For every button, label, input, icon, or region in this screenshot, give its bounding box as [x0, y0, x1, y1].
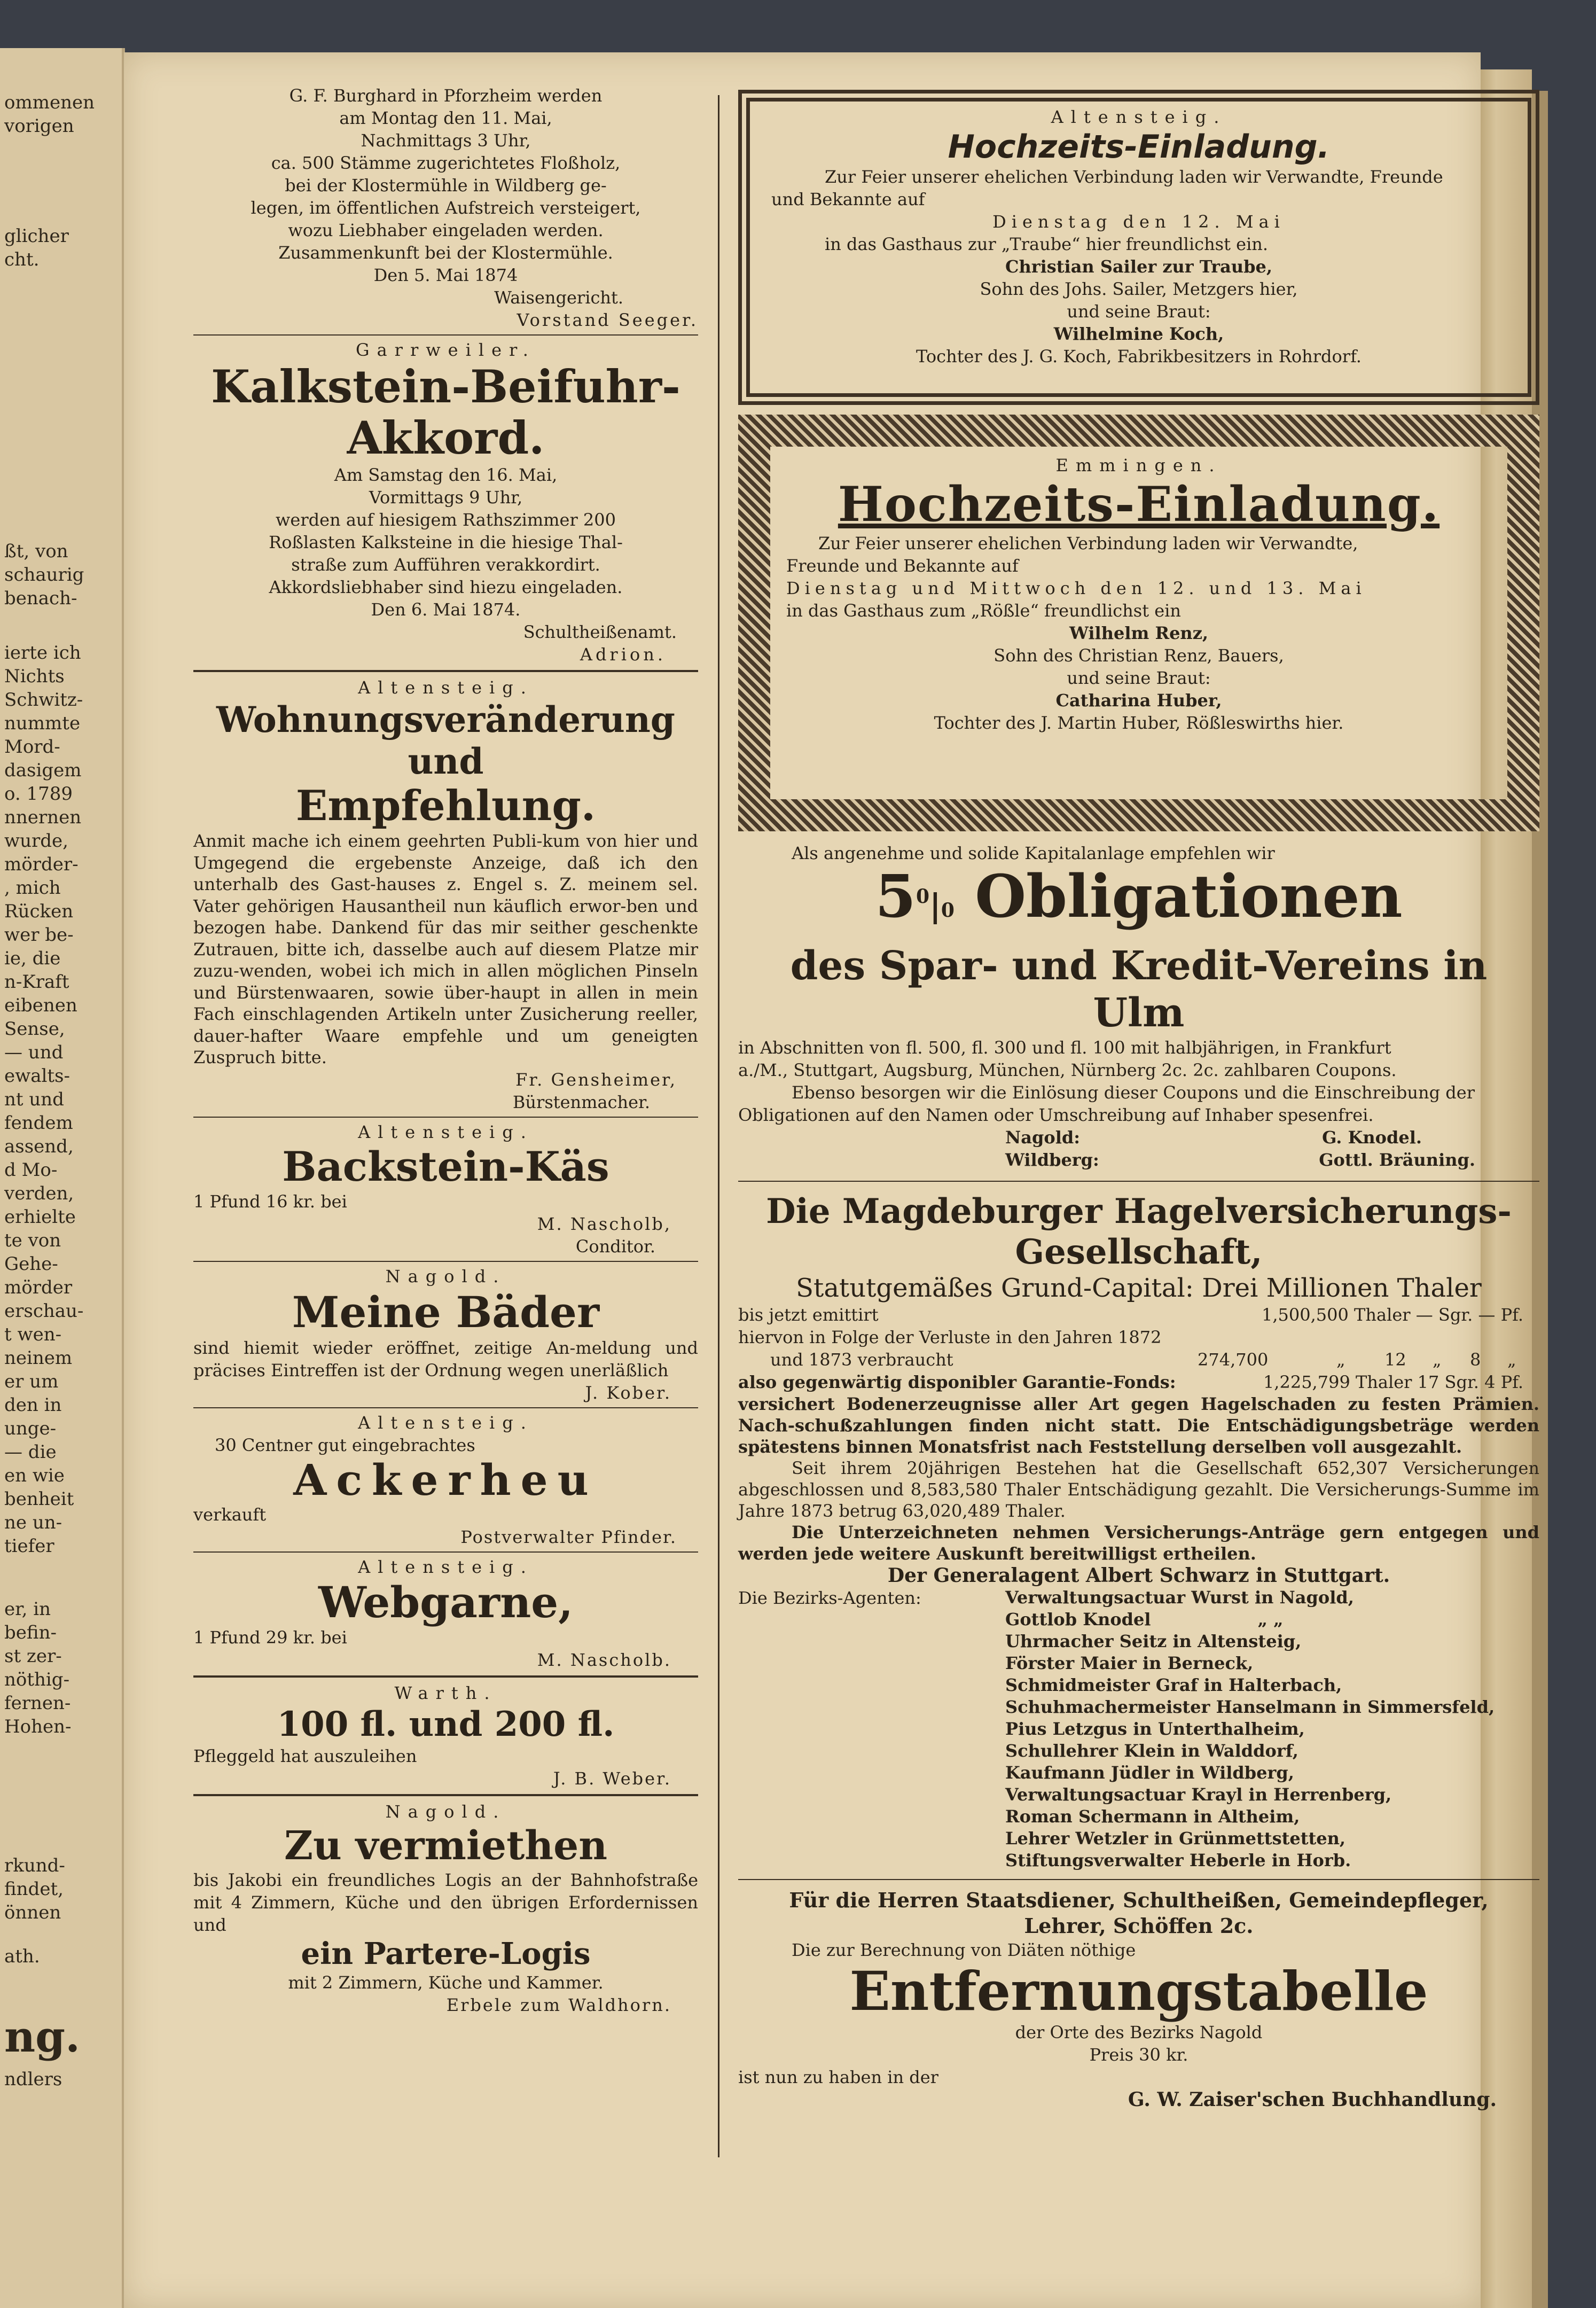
left-page-text: ewalts- — [4, 1065, 70, 1087]
agent-name: Pius Letzgus in Unterthalheim, — [1005, 1719, 1305, 1739]
left-page-text: ierte ich — [4, 642, 81, 664]
left-page-text: verden, — [4, 1183, 74, 1204]
left-page-text: wer be- — [4, 924, 74, 946]
left-page-text: Gehe- — [4, 1253, 58, 1275]
left-page-text: fendem — [4, 1112, 73, 1134]
contact-place: Nagold: — [1005, 1127, 1081, 1148]
ad-place: Altensteig. — [358, 1121, 534, 1142]
ad-text: Ebenso besorgen wir die Einlösung dieser Coupons und die Einschreibung der — [792, 1082, 1475, 1103]
ad-line: bei der Klostermühle in Wildberg ge- — [285, 175, 607, 196]
wedding-invitation-emmingen — [738, 415, 1539, 831]
percent-sign-top: 0 — [916, 885, 929, 908]
left-page-text: assend, — [4, 1136, 74, 1157]
ad-text: und seine Braut: — [1067, 301, 1211, 322]
left-page-text: , mich — [4, 877, 61, 899]
ad-title: Akkord. — [347, 411, 545, 464]
left-page-text: den in — [4, 1394, 62, 1416]
ad-title: Entfernungstabelle — [849, 1960, 1428, 2023]
finance-row — [738, 1304, 1539, 1326]
ad-signature: Fr. Gensheimer, — [515, 1069, 677, 1090]
ad-text: versichert Bodenerzeugnisse aller Art gegen Hagelschaden zu festen Prämien. Nach-schußzahlungen finden nicht statt. Die Entschädigungsbeträge werden spätestens binnen Monatsfrist nach Feststellung derselben voll ausgezahlt. — [738, 1394, 1539, 1457]
ad-text: bis Jakobi ein freundliches Logis an der Bahnhofstraße mit 4 Zimmern, Küche und den übrigen Erfordernissen und — [193, 1869, 698, 1935]
ditto-mark: „ — [1433, 1350, 1442, 1370]
ad-place: Warth. — [394, 1682, 497, 1703]
ad-line: Nachmittags 3 Uhr, — [361, 130, 531, 151]
agent-name: Kaufmann Jüdler in Wildberg, — [1005, 1763, 1294, 1783]
left-page-text: findet, — [4, 1878, 64, 1900]
ad-signature: Conditor. — [575, 1236, 655, 1257]
agent-name: Schuhmachermeister Hanselmann in Simmersfeld, — [1005, 1697, 1495, 1717]
wedding-invitation-altensteig — [738, 90, 1539, 405]
ad-text: 1 Pfund 29 kr. bei — [193, 1627, 347, 1648]
finance-value: 8 — [1470, 1350, 1481, 1370]
ad-place: Altensteig. — [358, 1556, 534, 1577]
ad-wohnung — [193, 676, 698, 1113]
divider — [193, 1675, 698, 1678]
ad-line: werden auf hiesigem Rathszimmer 200 — [276, 510, 616, 530]
left-page-text: önnen — [4, 1902, 61, 1923]
left-page-text: befin- — [4, 1622, 57, 1643]
ad-name: Wilhelm Renz, — [1069, 623, 1208, 643]
agent-name: Uhrmacher Seitz in Altensteig, — [1005, 1631, 1302, 1651]
finance-label: bis jetzt emittirt — [738, 1305, 879, 1325]
left-page-text: wurde, — [4, 830, 68, 852]
ad-text: Sohn des Christian Renz, Bauers, — [993, 645, 1284, 666]
ad-title: Empfehlung. — [295, 782, 596, 830]
ad-text: Tochter des J. G. Koch, Fabrikbesitzers in Rohrdorf. — [916, 346, 1362, 367]
ad-text: Lehrer, Schöffen 2c. — [1024, 1914, 1254, 1938]
left-page-text: nöthig- — [4, 1669, 70, 1690]
ad-text: mit 2 Zimmern, Küche und Kammer. — [288, 1972, 604, 1993]
left-page-text: benheit — [4, 1488, 74, 1510]
ad-text: Für die Herren Staatsdiener, Schultheißen, Gemeindepfleger, — [789, 1888, 1489, 1912]
ad-line: Den 6. Mai 1874. — [371, 599, 521, 620]
agent-name: Verwaltungsactuar Wurst in Nagold, — [1005, 1587, 1354, 1608]
ad-text: und Bekannte auf — [771, 189, 925, 209]
left-page-text: nummte — [4, 713, 81, 734]
percent-value: 5 — [875, 862, 916, 931]
ad-text: Sohn des Johs. Sailer, Metzgers hier, — [980, 279, 1298, 299]
left-page-text: erhielte — [4, 1206, 76, 1228]
agent-name: Verwaltungsactuar Krayl in Herrenberg, — [1005, 1784, 1392, 1805]
finance-value: 1,500,500 Thaler — Sgr. — Pf. — [1262, 1305, 1523, 1325]
ad-text: a./M., Stuttgart, Augsburg, München, Nürnberg 2c. 2c. zahlbaren Coupons. — [738, 1060, 1397, 1080]
ad-text: Freunde und Bekannte auf — [786, 556, 1019, 576]
ad-text: Preis 30 kr. — [1089, 2045, 1188, 2065]
left-page-text: schaurig — [4, 564, 84, 586]
left-page-text: ndlers — [4, 2069, 62, 2090]
ad-text: sind hiemit wieder eröffnet, zeitige An-meldung und präcises Eintreffen ist der Ordnung wegen unerläßlich — [193, 1337, 698, 1381]
ad-title: Backstein-Käs — [282, 1142, 609, 1190]
ad-text: Zur Feier unserer ehelichen Verbindung laden wir Verwandte, Freunde — [825, 167, 1443, 187]
ad-text: in das Gasthaus zur „Traube“ hier freundlichst ein. — [825, 234, 1269, 254]
ad-pfleggeld — [193, 1682, 698, 1790]
ad-title: 100 fl. und 200 fl. — [277, 1704, 615, 1744]
ad-date: Dienstag und Mittwoch den 12. und 13. Mai — [786, 578, 1366, 598]
ad-line: straße zum Aufführen verakkordirt. — [291, 555, 600, 575]
ditto-mark: „ — [1507, 1350, 1516, 1370]
contact-name: Gottl. Bräuning. — [1319, 1150, 1475, 1170]
ad-line: ca. 500 Stämme zugerichtetes Floßholz, — [271, 153, 621, 173]
left-page-text: t wen- — [4, 1324, 62, 1345]
ad-title: Hochzeits-Einladung. — [838, 476, 1440, 533]
divider — [193, 1117, 698, 1118]
ad-text: Pfleggeld hat auszuleihen — [193, 1745, 417, 1766]
left-page-text: st zer- — [4, 1646, 62, 1667]
ad-text: Tochter des J. Martin Huber, Rößleswirths hier. — [934, 713, 1344, 733]
left-page-text: glicher — [4, 225, 69, 247]
left-page-text: ie, die — [4, 948, 61, 969]
left-page-text: d Mo- — [4, 1159, 58, 1181]
ditto-mark: „ — [1336, 1350, 1345, 1370]
ad-signature: Vorstand Seeger. — [517, 310, 698, 330]
left-page-text: er, in — [4, 1599, 51, 1620]
ad-name: Christian Sailer zur Traube, — [1005, 256, 1272, 277]
left-page-text: fernen- — [4, 1693, 71, 1714]
ad-text: der Orte des Bezirks Nagold — [1015, 2022, 1263, 2042]
agent-name: Schmidmeister Graf in Halterbach, — [1005, 1675, 1342, 1695]
agent-name: Gottlob Knodel „ „ — [1005, 1609, 1284, 1629]
ad-signature: Postverwalter Pfinder. — [460, 1526, 677, 1547]
left-page-text: Mord- — [4, 736, 60, 758]
finance-label: also gegenwärtig disponibler Garantie-Fonds: — [738, 1372, 1176, 1392]
ad-text: Als angenehme und solide Kapitalanlage empfehlen wir — [792, 843, 1275, 863]
left-page-text: ßt, von — [4, 541, 68, 562]
agent-name: Schullehrer Klein in Walddorf, — [1005, 1741, 1298, 1761]
ad-line: wozu Liebhaber eingeladen werden. — [288, 220, 604, 240]
ad-title: Meine Bäder — [292, 1286, 600, 1337]
ad-backstein — [193, 1121, 698, 1258]
agents-label: Die Bezirks-Agenten: — [738, 1588, 921, 1608]
left-page-text: Hohen- — [4, 1716, 72, 1737]
agent-name: Lehrer Wetzler in Grünmettstetten, — [1005, 1828, 1346, 1849]
ad-signature: Schultheißenamt. — [523, 622, 677, 642]
ad-text: Die Unterzeichneten nehmen Versicherungs-Anträge gern entgegen und werden jede weitere Auskunft bereitwilligst ertheilen. — [738, 1522, 1539, 1564]
left-page-text: Schwitz- — [4, 689, 83, 711]
divider — [738, 1879, 1539, 1880]
ad-title: Ackerheu — [293, 1454, 598, 1505]
ad-baeder — [193, 1265, 698, 1404]
ad-name: Wilhelmine Koch, — [1053, 324, 1224, 344]
finance-row — [738, 1348, 1539, 1371]
left-page-text: vorigen — [4, 115, 74, 137]
ad-ackerheu — [193, 1412, 698, 1548]
left-page-fragment — [0, 48, 125, 2308]
agents-names — [1005, 1587, 1495, 1872]
ad-title: Wohnungsveränderung und — [216, 699, 675, 782]
ad-line: G. F. Burghard in Pforzheim werden — [289, 85, 603, 106]
ad-text: verkauft — [193, 1504, 267, 1525]
finance-value: 1,225,799 Thaler 17 Sgr. 4 Pf. — [1263, 1372, 1523, 1392]
ad-text: 1 Pfund 16 kr. bei — [193, 1191, 347, 1212]
ad-text: in das Gasthaus zum „Rößle“ freundlichst ein — [786, 601, 1181, 621]
percent-sign-bottom: 0 — [941, 899, 955, 922]
finance-row — [738, 1371, 1539, 1393]
divider — [193, 1551, 698, 1553]
left-page-text: unge- — [4, 1418, 57, 1439]
ad-entfernungstabelle — [738, 1888, 1539, 2111]
ad-line: Roßlasten Kalksteine in die hiesige Thal- — [269, 532, 623, 552]
left-page-text: Sense, — [4, 1018, 65, 1040]
ad-contact — [738, 1126, 1539, 1149]
ad-floßholz — [193, 84, 698, 331]
left-page-text: en wie — [4, 1465, 65, 1486]
divider — [193, 1407, 698, 1408]
ad-signature: Waisengericht. — [494, 287, 623, 308]
ad-text — [193, 84, 698, 286]
ad-subtitle: Statutgemäßes Grund-Capital: Drei Millionen Thaler — [796, 1273, 1482, 1303]
left-page-text: — die — [4, 1441, 57, 1463]
ad-line: legen, im öffentlichen Aufstreich versteigert, — [251, 198, 641, 218]
divider — [193, 1794, 698, 1796]
ad-contact — [738, 1149, 1539, 1171]
ad-title: $5^0|0$ Obligationen — [875, 862, 1403, 931]
left-page-text: erschau- — [4, 1300, 84, 1322]
ad-text: und seine Braut: — [1067, 668, 1211, 688]
ad-hagelversicherung — [738, 1191, 1539, 1872]
left-page-text: o. 1789 — [4, 783, 73, 805]
divider — [193, 334, 698, 336]
left-page-text: — und — [4, 1042, 64, 1063]
left-page-text: dasigem — [4, 760, 82, 781]
general-agent: Der Generalagent Albert Schwarz in Stuttgart. — [887, 1564, 1390, 1587]
agent-name: Roman Schermann in Altheim, — [1005, 1806, 1300, 1827]
ad-line: Vormittags 9 Uhr, — [369, 487, 523, 508]
ad-line: Zusammenkunft bei der Klostermühle. — [278, 243, 613, 263]
agent-name: Förster Maier in Berneck, — [1005, 1653, 1254, 1673]
left-page-text: eibenen — [4, 995, 77, 1016]
ad-obligationen — [738, 842, 1539, 1171]
left-page-text: te von — [4, 1230, 61, 1251]
ad-place: Altensteig. — [1051, 107, 1227, 127]
left-page-text: mörder- — [4, 854, 79, 875]
divider — [193, 1261, 698, 1262]
ad-signature: G. W. Zaiser'schen Buchhandlung. — [1128, 2088, 1497, 2111]
ad-title: Die Magdeburger Hagelversicherungs-Gesellschaft, — [766, 1191, 1512, 1272]
ad-date: Dienstag den 12. Mai — [992, 212, 1285, 232]
divider — [738, 1181, 1539, 1182]
ad-title: Webgarne, — [318, 1577, 573, 1627]
ad-signature: Bürstenmacher. — [512, 1091, 650, 1112]
ad-line: Am Samstag den 16. Mai, — [334, 465, 558, 485]
ad-title: Kalkstein-Beifuhr- — [211, 360, 680, 413]
left-page-text: rkund- — [4, 1855, 65, 1876]
ad-place: Nagold. — [385, 1801, 506, 1822]
left-column — [193, 84, 698, 2016]
finance-label: und 1873 verbraucht — [770, 1350, 953, 1370]
right-column — [738, 90, 1539, 2111]
agent-name: Stiftungsverwalter Heberle in Horb. — [1005, 1850, 1351, 1870]
ad-place: Emmingen. — [1055, 455, 1222, 475]
ad-title-word: Obligationen — [975, 862, 1403, 931]
left-page-text: ath. — [4, 1946, 40, 1967]
ad-name: Catharina Huber, — [1055, 690, 1222, 711]
ad-kalkstein — [193, 339, 698, 666]
ad-signature: J. Kober. — [585, 1382, 671, 1403]
ad-text: Seit ihrem 20jährigen Bestehen hat die Gesellschaft 652,307 Versicherungen abgeschlossen und 8,583,580 Thaler Entschädigung gezahlt. Die Versicherungs-Summe im Jahre 1873 betrug 63,020,489 Thaler. — [738, 1458, 1539, 1521]
column-divider — [718, 95, 719, 2157]
newspaper-page — [124, 52, 1539, 2308]
ad-signature: J. B. Weber. — [553, 1768, 671, 1789]
ad-title: Hochzeits-Einladung. — [948, 128, 1330, 166]
contact-place: Wildberg: — [1005, 1150, 1099, 1170]
ad-text: Obligationen auf den Namen oder Umschreibung auf Inhaber spesenfrei. — [738, 1105, 1374, 1125]
ad-text: in Abschnitten von fl. 500, fl. 300 und fl. 100 mit halbjährigen, in Frankfurt — [738, 1038, 1391, 1058]
ad-text: ist nun zu haben in der — [738, 2067, 938, 2087]
ad-line: Akkordsliebhaber sind hiezu eingeladen. — [269, 577, 623, 597]
divider — [193, 670, 698, 672]
contact-name: G. Knodel. — [1322, 1127, 1422, 1148]
ad-place: Altensteig. — [358, 1412, 534, 1433]
ad-signature: Erbele zum Waldhorn. — [446, 1994, 671, 2015]
agents-list — [738, 1587, 1539, 1872]
ad-text — [193, 464, 698, 621]
ad-title: Zu vermiethen — [284, 1822, 607, 1869]
ad-webgarne — [193, 1556, 698, 1671]
left-page-text: ommenen — [4, 92, 95, 113]
ad-signature: Adrion. — [580, 644, 666, 665]
left-page-text: ne un- — [4, 1512, 62, 1533]
ad-text: Die zur Berechnung von Diäten nöthige — [792, 1940, 1136, 1960]
ad-line: am Montag den 11. Mai, — [339, 108, 552, 128]
ad-text: Zur Feier unserer ehelichen Verbindung laden wir Verwandte, — [818, 533, 1358, 553]
left-page-text: ng. — [4, 2011, 80, 2062]
finance-value: 12 — [1384, 1350, 1406, 1370]
ad-text: Anmit mache ich einem geehrten Publi-kum von hier und Umgegend die ergebenste Anzeige, daß ich den unterhalb des Gast-hauses z. Engel s. Z. meinem sel. Vater gehörigen Hausantheil nun käuflich erwor-ben und bezogen habe. Dankend für das mir seither geschenkte Zutrauen, bitte ich, dasselbe auch auf diesem Platze mir zuzu-wenden, wobei ich mich in allen möglichen Pinseln und Bürstenwaaren, sowie über-haupt in allen in mein Fach einschlagenden Artikeln unter Zusicherung reeller, dauer-hafter Waare empfehle und um geneigten Zuspruch bitte. — [193, 831, 698, 1067]
ad-line: Den 5. Mai 1874 — [373, 265, 518, 285]
left-page-text: neinem — [4, 1347, 73, 1369]
ad-vermiethen — [193, 1800, 698, 2016]
left-page-text: er um — [4, 1371, 59, 1392]
ad-place: Nagold. — [385, 1266, 506, 1286]
ad-place: Garrweiler. — [356, 340, 536, 360]
left-page-text: tiefer — [4, 1535, 54, 1557]
left-page-text: Nichts — [4, 666, 65, 687]
ditto-mark: „ „ — [1257, 1609, 1284, 1629]
ad-signature: M. Nascholb. — [537, 1649, 671, 1670]
finance-row: hiervon in Folge der Verluste in den Jahren 1872 — [738, 1327, 1162, 1347]
left-page-text: benach- — [4, 588, 77, 609]
ad-place: Altensteig. — [358, 677, 534, 698]
left-page-text: Rücken — [4, 901, 74, 922]
ad-text: 30 Centner gut eingebrachtes — [215, 1434, 475, 1455]
left-page-text: nt und — [4, 1089, 64, 1110]
finance-value: 274,700 — [1198, 1350, 1269, 1370]
left-page-text: mörder — [4, 1277, 73, 1298]
ad-signature: M. Nascholb, — [537, 1213, 671, 1234]
left-page-text: cht. — [4, 249, 40, 270]
left-page-text: n-Kraft — [4, 971, 69, 993]
left-page-text: nnernen — [4, 807, 82, 828]
ad-title: des Spar- und Kredit-Vereins in Ulm — [790, 943, 1488, 1036]
ad-title: ein Partere-Logis — [301, 1936, 591, 1971]
